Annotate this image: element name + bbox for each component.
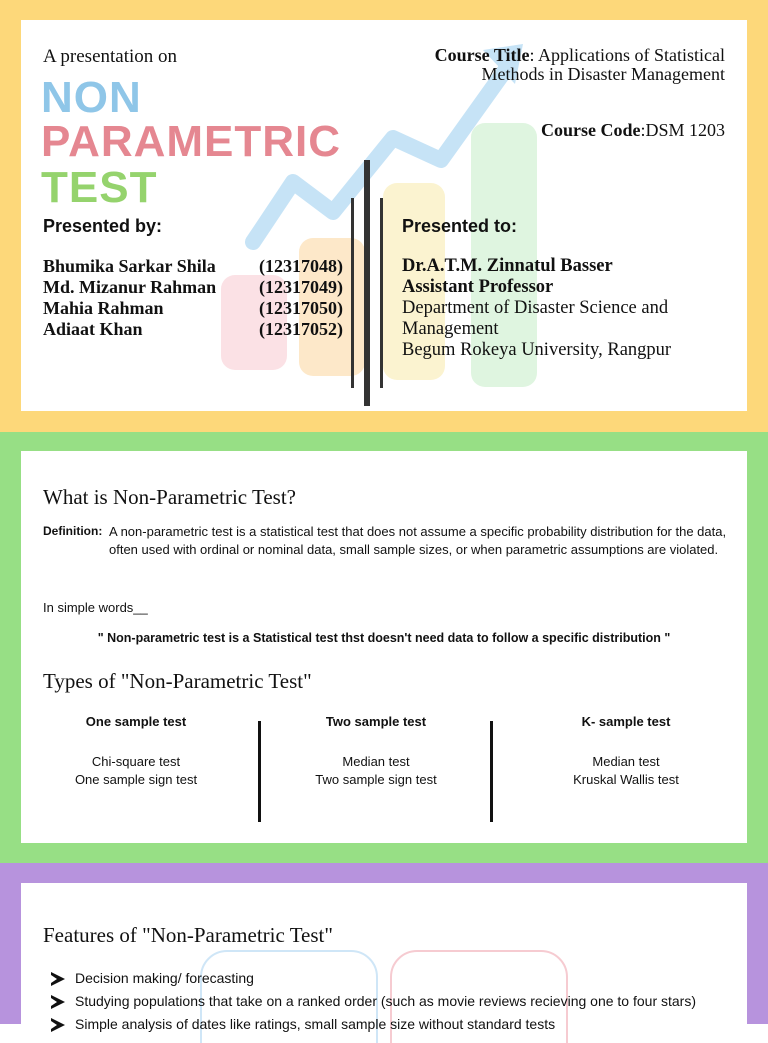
type-item: Kruskal Wallis test <box>573 772 679 787</box>
title-test: TEST <box>41 163 158 212</box>
type-item: Median test <box>592 754 660 769</box>
supervisor-designation: Assistant Professor <box>402 277 554 297</box>
cover-card <box>21 20 747 411</box>
definition-section-title: What is Non-Parametric Test? <box>43 485 296 509</box>
title-non: NON <box>41 73 142 122</box>
supervisor-name: Dr.A.T.M. Zinnatul Basser <box>402 256 613 276</box>
supervisor-university: Begum Rokeya University, Rangpur <box>402 340 672 360</box>
title-parametric: PARAMETRIC <box>41 117 342 166</box>
type-column-heading: K- sample test <box>581 714 671 729</box>
course-title-label: Course Title <box>434 45 530 65</box>
type-item: Two sample sign test <box>315 772 437 787</box>
type-column-k-sample <box>511 713 741 789</box>
presenter-id: (12317052) <box>259 319 343 339</box>
presenters-list <box>43 256 343 340</box>
bullet-arrow-icon <box>51 1018 65 1032</box>
feature-item <box>51 1013 696 1036</box>
features-list <box>51 967 696 1036</box>
intro-text: A presentation on <box>43 46 178 67</box>
bullet-arrow-icon <box>51 995 65 1009</box>
presenter-name: Md. Mizanur Rahman <box>43 277 217 297</box>
course-title <box>395 46 725 84</box>
presenter-row <box>43 277 343 298</box>
simple-words-text: In simple words__ <box>43 600 148 615</box>
presented-to-block <box>402 256 732 361</box>
definition-card <box>21 451 747 843</box>
presenter-name: Mahia Rahman <box>43 298 164 318</box>
type-column-two-sample <box>261 713 491 789</box>
presented-by-heading: Presented by: <box>43 216 163 236</box>
definition-quote: " Non-parametric test is a Statistical test thst doesn't need data to follow a specific distribution " <box>97 631 671 645</box>
presented-to-heading: Presented to: <box>402 216 518 236</box>
feature-item-text: Decision making/ forecasting <box>75 970 254 986</box>
presenter-id: (12317050) <box>259 298 343 318</box>
presenter-name: Bhumika Sarkar Shila <box>43 256 216 276</box>
definition-text: A non-parametric test is a statistical test that does not assume a specific probability distribution for the data, often used with ordinal or nominal data, small sample sizes, or when parametric assumptions are violated. <box>109 524 727 557</box>
divider-line-left <box>351 198 354 388</box>
presenter-name: Adiaat Khan <box>43 319 143 339</box>
column-divider <box>490 721 493 822</box>
type-item: Median test <box>342 754 410 769</box>
type-item: One sample sign test <box>74 772 198 787</box>
presenter-id: (12317049) <box>259 277 343 297</box>
definition-label: Definition: <box>43 524 103 538</box>
feature-item-text: Simple analysis of dates like ratings, small sample size without standard tests <box>75 1016 556 1032</box>
divider-line-center <box>364 160 370 406</box>
course-code-label: Course Code <box>540 120 641 140</box>
supervisor-department: Department of Disaster Science and Management <box>402 298 669 339</box>
course-title-value: : Applications of Statistical Methods in Disaster Management <box>481 45 725 84</box>
features-card <box>21 883 747 1043</box>
course-code <box>541 120 725 141</box>
presenter-row <box>43 298 343 319</box>
bullet-arrow-icon <box>51 972 65 986</box>
divider-line-right <box>380 198 383 388</box>
features-section-title: Features of "Non-Parametric Test" <box>43 923 333 947</box>
types-section-title: Types of "Non-Parametric Test" <box>43 669 312 693</box>
presenter-row <box>43 256 343 277</box>
type-column-one-sample <box>21 713 251 789</box>
feature-item <box>51 967 696 990</box>
feature-item-text: Studying populations that take on a ranked order (such as movie reviews recieving one to four stars) <box>75 993 696 1009</box>
type-column-heading: One sample test <box>85 714 187 729</box>
type-item: Chi-square test <box>91 754 181 769</box>
presenter-row <box>43 319 343 340</box>
presenter-id: (12317048) <box>259 256 343 276</box>
feature-item <box>51 990 696 1013</box>
type-column-heading: Two sample test <box>325 714 427 729</box>
course-code-value: :DSM 1203 <box>640 120 725 140</box>
